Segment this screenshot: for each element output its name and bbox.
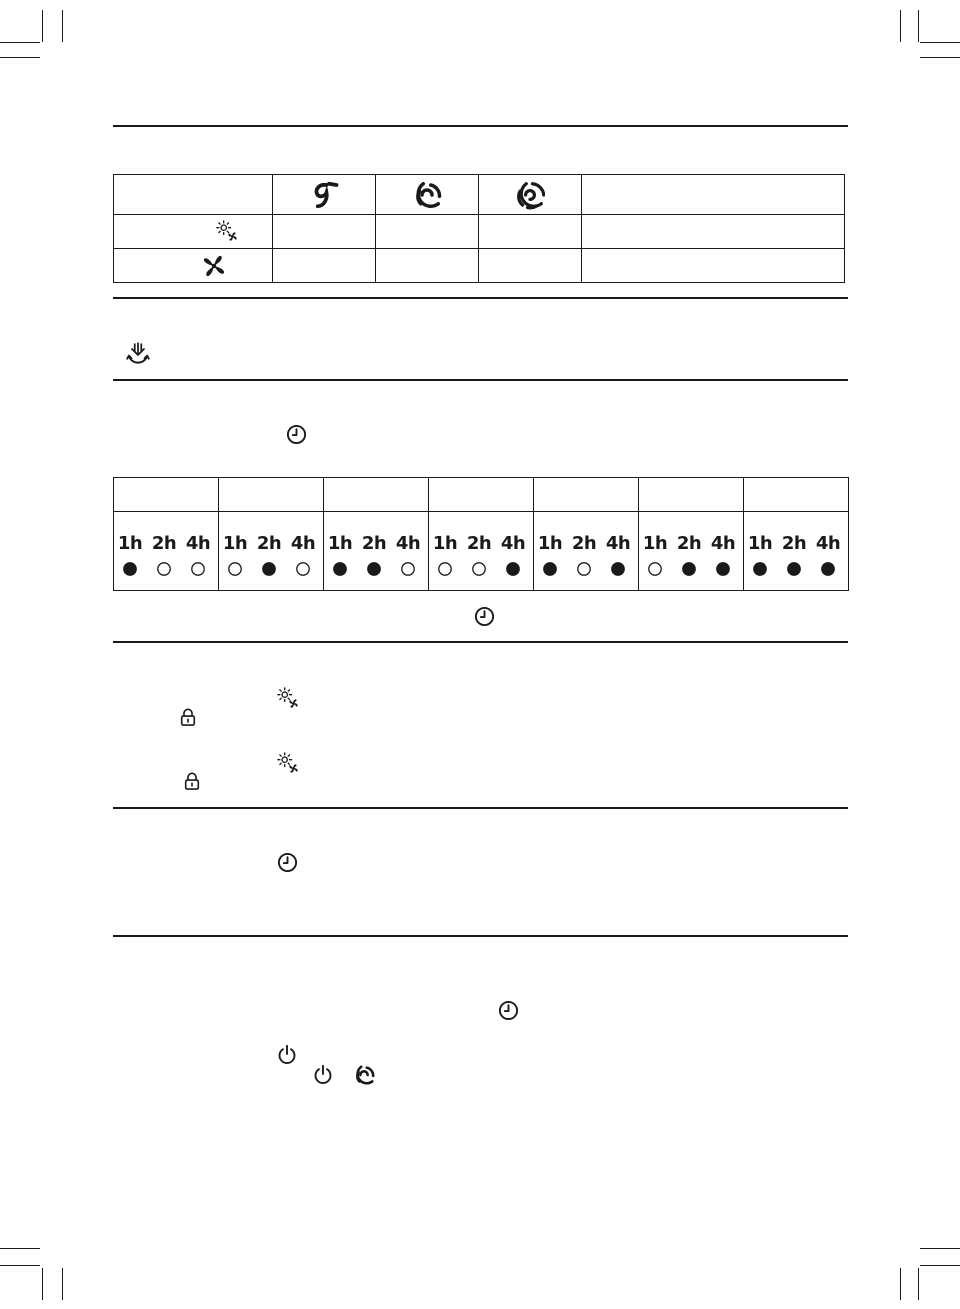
table-cell (744, 478, 849, 512)
indicator-led-on (683, 563, 695, 575)
child-lock-icon (183, 771, 201, 791)
timer-indicator-group (429, 513, 533, 589)
table-cell (114, 478, 219, 512)
table-cell (273, 249, 376, 283)
table-cell (639, 478, 744, 512)
indicator-led-off (229, 563, 241, 575)
table-cell (534, 478, 639, 512)
indicator-led-on (507, 563, 519, 575)
timer-icon (498, 1000, 519, 1021)
table-cell (219, 478, 324, 512)
timer-indicator-group (219, 513, 323, 589)
timer-label: 1h (327, 533, 353, 554)
timer-state-cell (534, 512, 639, 591)
timer-label: 2h (676, 533, 702, 554)
indicator-led-on (124, 563, 136, 575)
fan-speed-1-icon (309, 180, 339, 210)
indicator-led-on (544, 563, 556, 575)
table-cell (582, 249, 845, 283)
light-sensor-icon (216, 220, 238, 242)
timer-label: 2h (151, 533, 177, 554)
filter-reset-icon (125, 342, 151, 368)
timer-indicator-group (534, 513, 638, 589)
timer-label: 2h (781, 533, 807, 554)
indicator-led-on (612, 563, 624, 575)
indicator-led-on (263, 563, 275, 575)
table-cell (376, 215, 479, 249)
indicator-led-off (297, 563, 309, 575)
table-row (114, 175, 845, 215)
timer-label: 2h (361, 533, 387, 554)
timer-label: 4h (500, 533, 526, 554)
timer-state-cell (219, 512, 324, 591)
light-sensor-icon (277, 687, 299, 709)
indicator-led-on (754, 563, 766, 575)
table-cell (376, 249, 479, 283)
timer-label: 1h (222, 533, 248, 554)
timer-label: 4h (395, 533, 421, 554)
section-divider (113, 935, 848, 937)
indicator-led-on (368, 563, 380, 575)
table-row (114, 215, 845, 249)
section-divider (113, 807, 848, 809)
table-cell (582, 175, 845, 215)
table-cell (479, 215, 582, 249)
child-lock-icon (179, 707, 197, 727)
table-cell (114, 215, 273, 249)
table-cell (582, 215, 845, 249)
fan-speed-3-icon (515, 180, 545, 210)
indicator-led-off (192, 563, 204, 575)
timer-indicator-group (639, 513, 743, 589)
light-sensor-icon (277, 752, 299, 774)
timer-indicator-table (113, 477, 849, 591)
timer-label: 1h (432, 533, 458, 554)
power-icon (313, 1064, 333, 1084)
table-row (114, 478, 849, 512)
table-cell (429, 478, 534, 512)
timer-label: 2h (256, 533, 282, 554)
table-cell (114, 175, 273, 215)
fan-speed-2-icon (353, 1064, 375, 1086)
timer-state-cell (639, 512, 744, 591)
timer-label: 4h (815, 533, 841, 554)
table-cell (273, 175, 376, 215)
section-divider (113, 125, 848, 127)
indicator-led-off (473, 563, 485, 575)
table-cell (114, 249, 273, 283)
timer-indicator-group (744, 513, 848, 589)
indicator-led-on (788, 563, 800, 575)
timer-state-cell (744, 512, 849, 591)
table-cell (479, 249, 582, 283)
timer-label: 4h (605, 533, 631, 554)
power-icon (277, 1044, 297, 1064)
timer-label: 1h (642, 533, 668, 554)
timer-label: 2h (571, 533, 597, 554)
timer-label: 4h (710, 533, 736, 554)
section-divider (113, 297, 848, 299)
fan-speed-2-icon (412, 180, 442, 210)
timer-indicator-group (114, 513, 218, 589)
timer-label: 1h (117, 533, 143, 554)
table-row (114, 249, 845, 283)
table-row (114, 512, 849, 591)
indicator-led-on (717, 563, 729, 575)
indicator-led-off (578, 563, 590, 575)
table-cell (479, 175, 582, 215)
indicator-led-off (158, 563, 170, 575)
indicator-led-off (402, 563, 414, 575)
table-cell (273, 215, 376, 249)
section-divider (113, 379, 848, 381)
table-cell (376, 175, 479, 215)
indicator-led-off (649, 563, 661, 575)
timer-state-cell (429, 512, 534, 591)
timer-label: 4h (290, 533, 316, 554)
timer-state-cell (114, 512, 219, 591)
indicator-led-on (334, 563, 346, 575)
table-cell (324, 478, 429, 512)
timer-icon (277, 852, 298, 873)
timer-icon (474, 606, 495, 627)
timer-label: 1h (747, 533, 773, 554)
indicator-led-off (439, 563, 451, 575)
fan-icon (202, 254, 226, 278)
timer-label: 4h (185, 533, 211, 554)
timer-label: 2h (466, 533, 492, 554)
timer-state-cell (324, 512, 429, 591)
fan-speed-table (113, 174, 845, 283)
timer-label: 1h (537, 533, 563, 554)
timer-icon (286, 424, 307, 445)
section-divider (113, 641, 848, 643)
timer-indicator-group (324, 513, 428, 589)
indicator-led-on (822, 563, 834, 575)
